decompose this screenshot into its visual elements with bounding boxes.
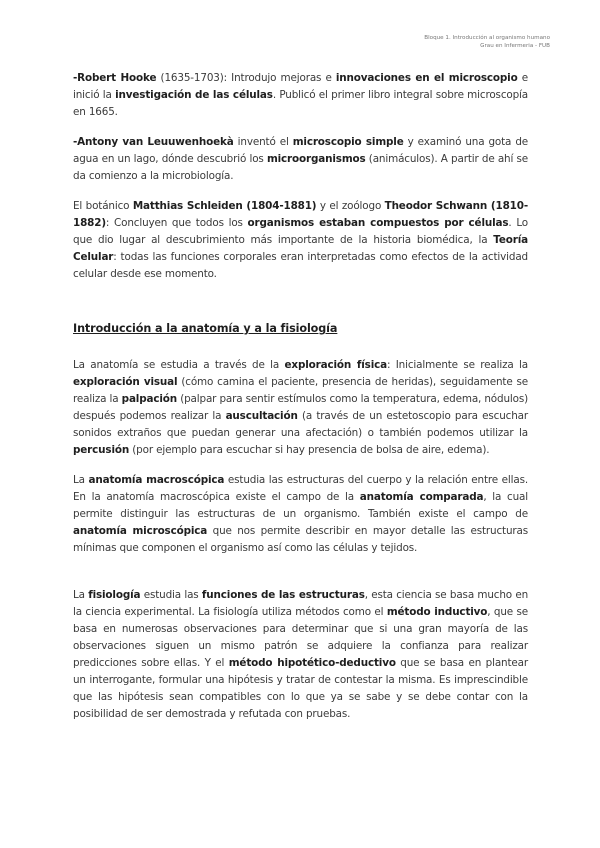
- paragraph-physical-exploration: La anatomía se estudia a través de la exploración física: Inicialmente se realiza la exploración visual (cómo camina el paciente, presencia de heridas), seguidamente se realiza la palpación (palpar para sentir estímulos como la temperatura, edema, nódulos) después podemos realizar la auscultación (a través de un estetoscopio para escuchar sonidos extraños que puedan generar una afectación) o también podemos utilizar la percusión (por ejemplo para escuchar si hay presencia de bolsa de aire, edema).: [73, 359, 528, 456]
- paragraph-physiology: La fisiología estudia las funciones de las estructuras, esta ciencia se basa mucho en la ciencia experimental. La fisiología utiliza métodos como el método inductivo, que se basa en numerosas observaciones para determinar que si una gran mayoría de las observaciones siguen un mismo patrón se adquiere la confianza para realizar predicciones sobre ellas. Y el método hipotético-deductivo que se basa en plantear un interrogante, formular una hipótesis y tratar de contestar la misma. Es imprescindible que las hipótesis sean compatibles con lo que ya se sabe y se debe contar con la posibilidad de ser demostrada y refutada con pruebas.: [73, 589, 529, 720]
- header-degree-name: Grau en Infermeria - FUB: [480, 43, 550, 49]
- name-robert-hooke: -Robert Hooke: [73, 72, 157, 84]
- section-heading: Introducción a la anatomía y a la fisiología: [73, 322, 338, 335]
- paragraph-robert-hooke: -Robert Hooke (1635-1703): Introdujo mejoras e innovaciones en el microscopio e inició la investigación de las células. Publicó el primer libro integral sobre microscopía en 1665.: [73, 72, 528, 118]
- paragraph-anatomy-types: La anatomía macroscópica estudia las estructuras del cuerpo y la relación entre ellas. En la anatomía macroscópica existe el campo de la anatomía comparada, la cual permite distinguir las estructuras de un organismo. También existe el campo de anatomía microscópica que nos permite describir en mayor detalle las estructuras mínimas que componen el organismo así como las células y tejidos.: [73, 474, 529, 554]
- page-header: [424, 34, 550, 50]
- paragraph-leeuwenhoek: -Antony van Leuuwenhoekà inventó el microscopio simple y examinó una gota de agua en un lago, dónde descubrió los microorganismos (animáculos). A partir de ahí se da comienzo a la microbiología.: [73, 136, 529, 182]
- name-leeuwenhoek: -Antony van Leuuwenhoekà: [73, 136, 234, 148]
- header-course-title: Bloque 1. Introducción al organismo humano: [424, 35, 550, 41]
- paragraph-cell-theory: El botánico Matthias Schleiden (1804-1881) y el zoólogo Theodor Schwann (1810-1882): Concluyen que todos los organismos estaban compuestos por células. Lo que dio lugar al descubrimiento más importante de la historia biomédica, la Teoría Celular: todas las funciones corporales eran interpretadas como efectos de la actividad celular desde ese momento.: [73, 200, 529, 280]
- document-body: [73, 70, 528, 723]
